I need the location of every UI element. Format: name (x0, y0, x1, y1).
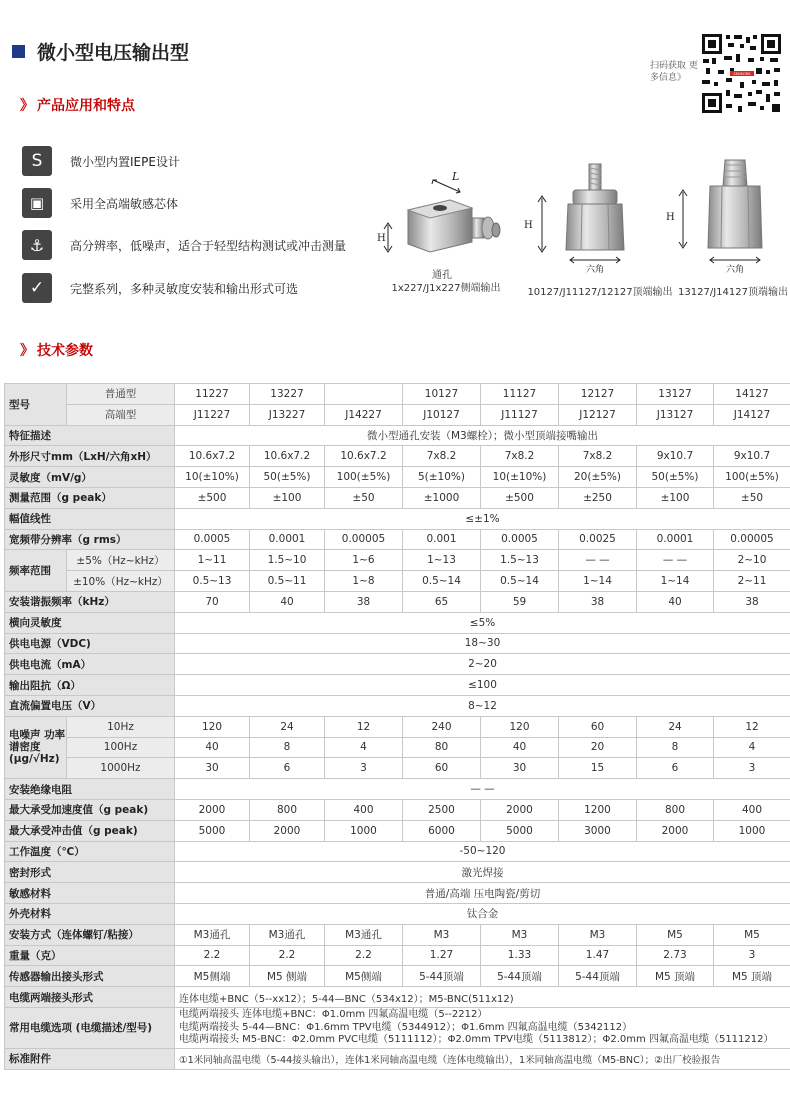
table-row (5, 779, 790, 800)
title-square-marker (12, 45, 25, 58)
row-sublabel: 100Hz (67, 737, 175, 758)
table-row (5, 758, 790, 779)
dimension-h-label: H (666, 212, 675, 223)
feature-text: 采用全高端敏感芯体 (70, 196, 179, 211)
table-row (5, 841, 790, 862)
table-cell: M5 顶端 (637, 966, 714, 987)
table-cell: 0.0001 (250, 529, 325, 550)
dimension-l-label: L (452, 170, 460, 183)
table-cell: 10(±10%) (481, 467, 559, 488)
table-row (5, 384, 790, 405)
table-cell: 38 (325, 591, 403, 612)
page-title-text: 微小型电压输出型 (37, 42, 190, 64)
table-cell: 12 (714, 716, 790, 737)
s-letter-icon: S (22, 146, 52, 176)
table-cell: 65 (403, 591, 481, 612)
table-cell: 2000 (250, 820, 325, 841)
cable-option: 电缆两端接头 5-44—BNC：Φ1.6mm TPV电缆（5344912）；Φ1.6mm 四氟高温电缆（5342112） (179, 1021, 633, 1033)
table-cell: 3 (714, 758, 790, 779)
table-cell: ±50 (325, 487, 403, 508)
table-cell: 10.6x7.2 (250, 446, 325, 467)
table-cell: 800 (637, 799, 714, 820)
row-label: 敏感材料 (5, 883, 175, 904)
table-cell: 2.2 (325, 945, 403, 966)
table-cell: 40 (175, 737, 250, 758)
table-row (5, 612, 790, 633)
table-cell: 1~8 (325, 571, 403, 592)
table-cell: 0.0025 (559, 529, 637, 550)
table-cell: 10(±10%) (175, 467, 250, 488)
table-cell: 0.0005 (481, 529, 559, 550)
product-caption: 13127/J14127顶端输出 (678, 287, 788, 298)
table-cell: M3 (559, 924, 637, 945)
table-cell: J14227 (325, 404, 403, 425)
table-row (5, 425, 790, 446)
table-cell: 1.5~10 (250, 550, 325, 571)
table-row (5, 571, 790, 592)
table-row (5, 820, 790, 841)
table-cell: 60 (559, 716, 637, 737)
table-cell: 800 (250, 799, 325, 820)
table-row (5, 945, 790, 966)
table-cell: 1~6 (325, 550, 403, 571)
table-cell: M3通孔 (325, 924, 403, 945)
row-label: 工作温度（℃） (5, 841, 175, 862)
table-cell: 6000 (403, 820, 481, 841)
row-sublabel: 10Hz (67, 716, 175, 737)
table-cell: 8 (250, 737, 325, 758)
specs-title-text: 技术参数 (37, 343, 93, 359)
table-cell: 0.5~14 (481, 571, 559, 592)
table-row (5, 446, 790, 467)
row-label: 标准附件 (5, 1048, 175, 1069)
table-cell: 0.5~13 (175, 571, 250, 592)
table-cell: J12127 (559, 404, 637, 425)
qr-badge: SENSORS (733, 72, 751, 76)
table-row (5, 695, 790, 716)
table-cell: 38 (559, 591, 637, 612)
row-label: 宽频带分辨率（g rms） (5, 529, 175, 550)
table-cell: M3 (481, 924, 559, 945)
row-label: 直流偏置电压（V） (5, 695, 175, 716)
table-row (5, 862, 790, 883)
table-cell: 50(±5%) (637, 467, 714, 488)
table-cell: 40 (481, 737, 559, 758)
table-cell: 1.27 (403, 945, 481, 966)
row-label: 安装方式（连体螺钉/粘接） (5, 924, 175, 945)
table-cell: ±250 (559, 487, 637, 508)
product-top-output-image (524, 164, 624, 275)
table-cell: 3 (714, 945, 790, 966)
table-cell: 2~11 (714, 571, 790, 592)
table-cell: J11227 (175, 404, 250, 425)
table-cell: J13127 (637, 404, 714, 425)
row-label: 测量范围（g peak） (5, 487, 175, 508)
dimension-h-label: H (524, 220, 533, 231)
table-cell: 1000 (325, 820, 403, 841)
table-cell: 1200 (559, 799, 637, 820)
hex-label: 六角 (585, 265, 605, 275)
table-row (5, 675, 790, 696)
table-row (5, 529, 790, 550)
table-row (5, 508, 790, 529)
chip-icon: ▣ (22, 188, 52, 218)
table-row (5, 550, 790, 571)
table-cell: 240 (403, 716, 481, 737)
table-row (5, 924, 790, 945)
table-row (5, 903, 790, 924)
table-cell: 24 (250, 716, 325, 737)
table-cell: 14127 (714, 384, 790, 405)
table-cell: ≤5% (175, 612, 790, 633)
product-caption: 10127/J11127/12127顶端输出 (527, 287, 673, 298)
row-label: 型号 (5, 384, 67, 426)
table-cell: 0.0005 (175, 529, 250, 550)
row-label: 电噪声 功率谱密度 (μg/√Hz) (5, 716, 67, 778)
row-label: 灵敏度（mV/g） (5, 467, 175, 488)
row-label: 密封形式 (5, 862, 175, 883)
table-cell: 2.73 (637, 945, 714, 966)
table-cell: ±100 (637, 487, 714, 508)
row-sublabel: 1000Hz (67, 758, 175, 779)
table-cell: J11127 (481, 404, 559, 425)
table-cell: 10.6x7.2 (175, 446, 250, 467)
table-cell: 6 (250, 758, 325, 779)
row-sublabel: ±10%（Hz~kHz） (67, 571, 175, 592)
table-cell: 13127 (637, 384, 714, 405)
table-cell: — — (637, 550, 714, 571)
table-cell: — — (559, 550, 637, 571)
cable-option: 电缆两端接头 连体电缆+BNC：Φ1.0mm 四氟高温电缆（5--2212） (179, 1009, 488, 1021)
table-cell: 60 (403, 758, 481, 779)
table-cell: 3 (325, 758, 403, 779)
table-row (5, 404, 790, 425)
table-cell: 30 (481, 758, 559, 779)
table-cell: ±500 (481, 487, 559, 508)
cable-options-cell (175, 1007, 790, 1048)
table-cell: J10127 (403, 404, 481, 425)
feature-text: 微小型内置IEPE设计 (70, 154, 180, 169)
feature-item (22, 146, 180, 176)
table-cell: 20(±5%) (559, 467, 637, 488)
table-cell: -50~120 (175, 841, 790, 862)
table-cell: 12 (325, 716, 403, 737)
table-cell: 40 (250, 591, 325, 612)
product-caption: 1x227/J1x227侧端输出 (391, 283, 501, 294)
table-cell: M5 侧端 (250, 966, 325, 987)
table-cell: 8 (637, 737, 714, 758)
table-row (5, 467, 790, 488)
table-cell: ±50 (714, 487, 790, 508)
table-cell: M3 (403, 924, 481, 945)
table-cell: 400 (714, 799, 790, 820)
table-cell: M5 顶端 (714, 966, 790, 987)
table-cell: 5-44顶端 (481, 966, 559, 987)
table-cell: M5侧端 (325, 966, 403, 987)
row-label: 输出阻抗（Ω） (5, 675, 175, 696)
table-cell: M5侧端 (175, 966, 250, 987)
row-label: 最大承受冲击值（g peak) (5, 820, 175, 841)
table-cell: 2~10 (714, 550, 790, 571)
table-cell: 30 (175, 758, 250, 779)
table-cell: 7x8.2 (559, 446, 637, 467)
table-cell: 2.2 (175, 945, 250, 966)
row-label: 外形尺寸mm（LxH/六角xH） (5, 446, 175, 467)
table-cell: 15 (559, 758, 637, 779)
specs-section-title (20, 340, 93, 360)
table-cell: 3000 (559, 820, 637, 841)
feature-item (22, 230, 346, 260)
table-cell: M5 (714, 924, 790, 945)
table-cell: 1.5~13 (481, 550, 559, 571)
table-row (5, 883, 790, 904)
table-cell: 80 (403, 737, 481, 758)
table-row (5, 633, 790, 654)
row-label: 幅值线性 (5, 508, 175, 529)
table-cell: M3通孔 (250, 924, 325, 945)
table-cell: 1.47 (559, 945, 637, 966)
table-row (5, 799, 790, 820)
table-cell: 2~20 (175, 654, 790, 675)
table-cell: 24 (637, 716, 714, 737)
table-cell: 120 (481, 716, 559, 737)
table-cell: 4 (325, 737, 403, 758)
table-cell: 1~11 (175, 550, 250, 571)
qr-note: 扫码获取 更多信息》 (650, 61, 698, 83)
table-cell: 5-44顶端 (559, 966, 637, 987)
table-cell: 2000 (481, 799, 559, 820)
qr-code[interactable] (700, 32, 783, 115)
row-label: 横向灵敏度 (5, 612, 175, 633)
table-cell: 10.6x7.2 (325, 446, 403, 467)
table-cell: 5-44顶端 (403, 966, 481, 987)
table-cell: 0.5~14 (403, 571, 481, 592)
table-row (5, 987, 790, 1008)
row-label: 传感器输出接头形式 (5, 966, 175, 987)
table-row (5, 737, 790, 758)
table-cell (325, 384, 403, 405)
table-cell: 5000 (175, 820, 250, 841)
table-cell: ①1米同轴高温电缆（5-44接头输出），连体1米同轴高温电缆（连体电缆输出），1米同轴高温电缆（M5-BNC）；②出厂校验报告 (175, 1048, 790, 1069)
row-label: 供电电源（VDC) (5, 633, 175, 654)
table-cell: 5000 (481, 820, 559, 841)
row-sublabel: 普通型 (67, 384, 175, 405)
table-cell: 9x10.7 (637, 446, 714, 467)
table-cell: 钛合金 (175, 903, 790, 924)
table-cell: 9x10.7 (714, 446, 790, 467)
table-cell: J13227 (250, 404, 325, 425)
hex-label: 六角 (725, 265, 745, 275)
table-cell: 1~14 (559, 571, 637, 592)
table-row (5, 966, 790, 987)
table-cell: 20 (559, 737, 637, 758)
row-label: 常用电缆选项 (电缆描述/型号) (5, 1007, 175, 1048)
table-cell: 40 (637, 591, 714, 612)
table-cell: 1000 (714, 820, 790, 841)
feature-item (22, 273, 298, 303)
table-cell: 38 (714, 591, 790, 612)
table-cell: 7x8.2 (403, 446, 481, 467)
row-label: 安装绝缘电阻 (5, 779, 175, 800)
features-section-title (20, 95, 135, 115)
through-hole-label: 通孔 (432, 270, 452, 281)
table-cell: 1~13 (403, 550, 481, 571)
table-cell: 12127 (559, 384, 637, 405)
table-cell: 微小型通孔安装（M3螺栓）；微小型顶端接嘴输出 (175, 425, 790, 446)
table-cell: 11227 (175, 384, 250, 405)
product-illustrations (370, 150, 790, 285)
feature-item (22, 188, 178, 218)
table-cell: 120 (175, 716, 250, 737)
table-cell: ≤100 (175, 675, 790, 696)
feature-text: 高分辨率，低噪声，适合于轻型结构测试或冲击测量 (70, 238, 347, 253)
table-cell: 7x8.2 (481, 446, 559, 467)
table-cell: ±500 (175, 487, 250, 508)
table-row (5, 487, 790, 508)
table-cell: 5(±10%) (403, 467, 481, 488)
table-cell: 13227 (250, 384, 325, 405)
row-label: 重量（克） (5, 945, 175, 966)
row-label: 最大承受加速度值（g peak) (5, 799, 175, 820)
table-cell: 59 (481, 591, 559, 612)
table-cell: J14127 (714, 404, 790, 425)
table-cell: 100(±5%) (714, 467, 790, 488)
dimension-h-label: H (377, 233, 386, 244)
table-cell: 18~30 (175, 633, 790, 654)
table-cell: 50(±5%) (250, 467, 325, 488)
row-label: 供电电流（mA） (5, 654, 175, 675)
row-label: 特征描述 (5, 425, 175, 446)
table-cell: 0.00005 (325, 529, 403, 550)
table-cell: 普通/高端 压电陶瓷/剪切 (175, 883, 790, 904)
table-cell: M5 (637, 924, 714, 945)
row-label: 安装谐振频率（kHz） (5, 591, 175, 612)
table-cell: 8~12 (175, 695, 790, 716)
table-cell: ≤±1% (175, 508, 790, 529)
table-cell: 1~14 (637, 571, 714, 592)
row-label: 电缆两端接头形式 (5, 987, 175, 1008)
table-cell: 2000 (637, 820, 714, 841)
table-cell: 10127 (403, 384, 481, 405)
table-cell: 6 (637, 758, 714, 779)
table-cell: 4 (714, 737, 790, 758)
table-cell: 11127 (481, 384, 559, 405)
table-cell: 2.2 (250, 945, 325, 966)
page-title (12, 38, 189, 65)
table-cell: 0.0001 (637, 529, 714, 550)
spec-table (4, 383, 790, 1070)
section-arrow-icon: 》 (20, 343, 31, 359)
anchor-icon: ⚓ (22, 230, 52, 260)
table-cell: 0.001 (403, 529, 481, 550)
row-label: 频率范围 (5, 550, 67, 592)
table-row (5, 591, 790, 612)
table-row (5, 716, 790, 737)
table-cell: M3通孔 (175, 924, 250, 945)
feature-text: 完整系列，多种灵敏度安装和输出形式可选 (70, 281, 299, 296)
product-side-output-image (377, 170, 500, 252)
table-cell: 100(±5%) (325, 467, 403, 488)
table-cell: 1.33 (481, 945, 559, 966)
table-cell: ±100 (250, 487, 325, 508)
table-row (5, 654, 790, 675)
table-cell: ±1000 (403, 487, 481, 508)
row-sublabel: ±5%（Hz~kHz） (67, 550, 175, 571)
product-top-output-large-image (666, 160, 762, 275)
table-cell: 0.5~11 (250, 571, 325, 592)
cable-option: 电缆两端接头 M5-BNC：Φ2.0mm PVC电缆（5111112）；Φ2.0mm TPV电缆（5113812）；Φ2.0mm 四氟高温电缆（5111212） (179, 1034, 774, 1046)
table-cell: — — (175, 779, 790, 800)
table-cell: 2000 (175, 799, 250, 820)
row-sublabel: 高端型 (67, 404, 175, 425)
table-cell: 激光焊接 (175, 862, 790, 883)
check-icon: ✓ (22, 273, 52, 303)
table-cell: 2500 (403, 799, 481, 820)
table-cell: 70 (175, 591, 250, 612)
row-label: 外壳材料 (5, 903, 175, 924)
section-arrow-icon: 》 (20, 98, 31, 114)
features-title-text: 产品应用和特点 (37, 98, 135, 114)
table-row (5, 1048, 790, 1069)
table-row (5, 1007, 790, 1048)
table-cell: 400 (325, 799, 403, 820)
table-cell: 0.00005 (714, 529, 790, 550)
table-cell: 连体电缆+BNC（5--xx12）；5-44—BNC（534x12）；M5-BNC(511x12) (175, 987, 790, 1008)
